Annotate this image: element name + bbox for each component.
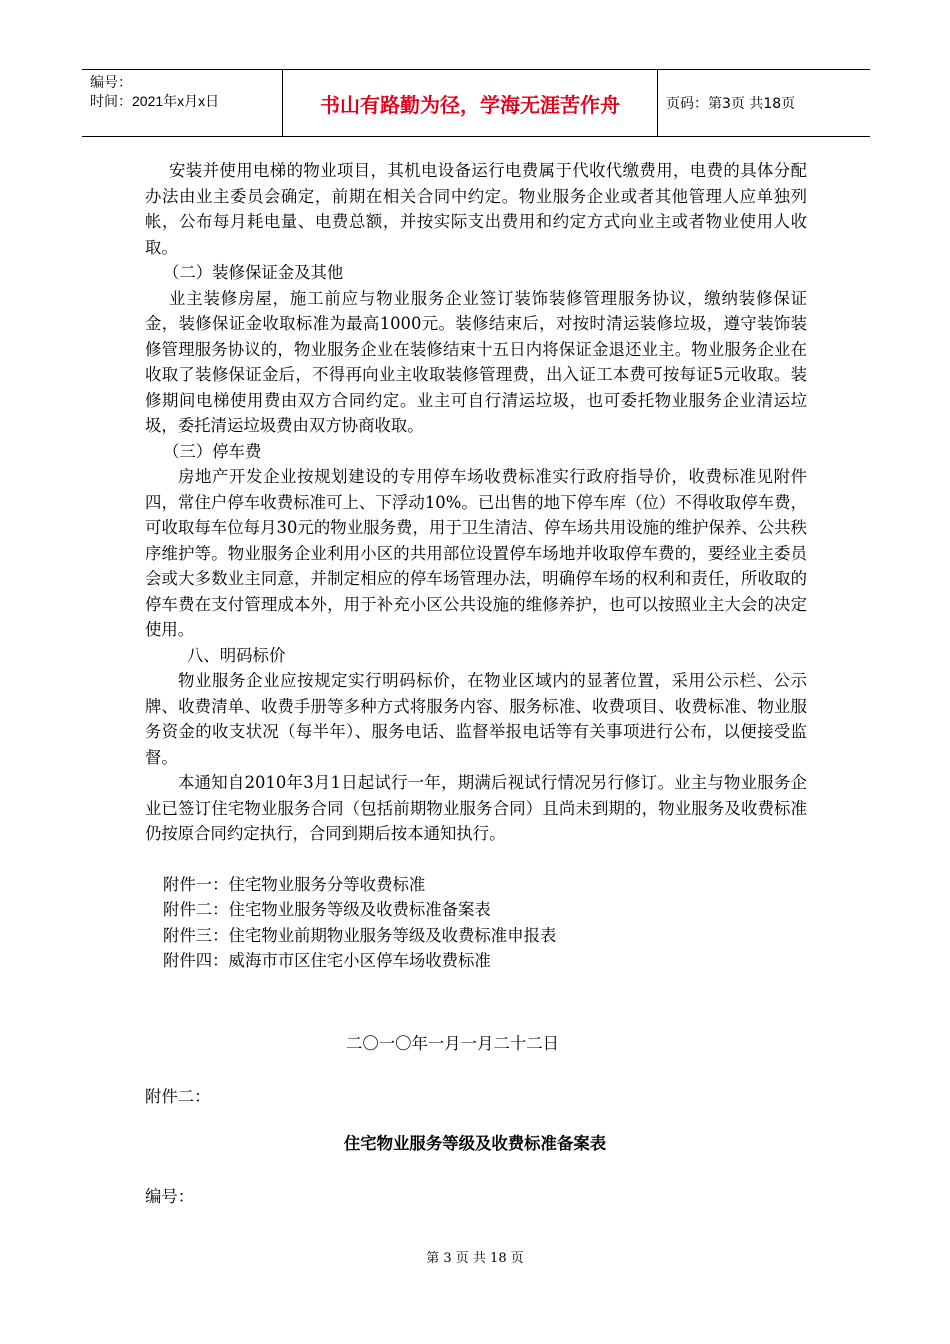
spacer — [145, 847, 807, 872]
number-field-label: 编号： — [145, 1187, 195, 1206]
attachment-item: 附件三：住宅物业前期物业服务等级及收费标准申报表 — [163, 925, 557, 945]
paragraph-elevator-fee: 安装并使用电梯的物业项目，其机电设备运行电费属于代收代缴费用，电费的具体分配办法由业主委员会确定，前期在相关合同中约定。物业服务企业或者其他管理人应单独列帐，公布每月耗电量、电费总额，并按实际支出费用和约定方式向业主或者物业使用人收取。 — [145, 161, 807, 257]
header-time-label: 时间：2021年x月x日 — [90, 93, 220, 109]
section-heading-pricing: 八、明码标价 — [187, 645, 286, 665]
attachment-label: 附件二： — [145, 1087, 211, 1106]
paragraph-deposit: 业主装修房屋，施工前应与物业服务企业签订装饰装修管理服务协议，缴纳装修保证金，装修保证金收取标准为最高1000元。装修结束后，对按时清运装修垃圾，遵守装饰装修管理服务协议的，物业服务企业在装修结束十五日内将保证金退还业主。物业服务企业在收取了装修保证金后，不得再向业主收取装修管理费，出入证工本费可按每证5元收取。装修期间电梯使用费由双方合同约定。业主可自行清运垃圾，也可委托物业服务企业清运垃圾，委托清运垃圾费由双方协商收取。 — [145, 288, 807, 435]
header-number-label: 编号： — [90, 74, 132, 90]
paragraph-pricing: 物业服务企业应按规定实行明码标价，在物业区域内的显著位置，采用公示栏、公示牌、收费清单、收费手册等多种方式将服务内容、服务标准、收费项目、收费标准、物业服务资金的收支状况（每半年）、服务电话、监督举报电话等有关事项进行公布，以便接受监督。 — [145, 671, 807, 767]
attachment-item: 附件二：住宅物业服务等级及收费标准备案表 — [163, 900, 491, 919]
header-page-info: 页码：第3页 共18页 — [666, 96, 796, 112]
header-motto: 书山有路勤为径，学海无涯苦作舟 — [283, 70, 658, 136]
attachment-item: 附件一：住宅物业服务分等收费标准 — [163, 874, 426, 894]
header-meta — [82, 70, 283, 136]
attachment-item: 附件四：威海市市区住宅小区停车场收费标准 — [163, 951, 491, 970]
section-heading-parking: （三）停车费 — [163, 441, 262, 461]
section-heading-deposit: （二）装修保证金及其他 — [163, 263, 344, 282]
page-header — [82, 69, 870, 137]
table-title: 住宅物业服务等级及收费标准备案表 — [343, 1134, 607, 1153]
issue-date: 二〇一〇年一月一月二十二日 — [345, 1034, 560, 1053]
paragraph-effective-date: 本通知自2010年3月1日起试行一年，期满后视试行情况另行修订。业主与物业服务企业已签订住宅物业服务合同（包括前期物业服务合同）且尚未到期的，物业服务及收费标准仍按原合同约定执行，合同到期后按本通知执行。 — [145, 773, 807, 843]
page-footer: 第 3 页 共 18 页 — [426, 1251, 524, 1266]
document-body — [145, 158, 807, 974]
paragraph-parking: 房地产开发企业按规划建设的专用停车场收费标准实行政府指导价，收费标准见附件四，常住户停车收费标准可上、下浮动10%。已出售的地下停车库（位）不得收取停车费，可收取每车位每月30元的物业服务费，用于卫生清洁、停车场共用设施的维护保养、公共秩序维护等。物业服务企业利用小区的共用部位设置停车场地并收取停车费的，要经业主委员会或大多数业主同意，并制定相应的停车场管理办法，明确停车场的权利和责任，所收取的停车费在支付管理成本外，用于补充小区公共设施的维修养护，也可以按照业主大会的决定使用。 — [145, 467, 807, 639]
